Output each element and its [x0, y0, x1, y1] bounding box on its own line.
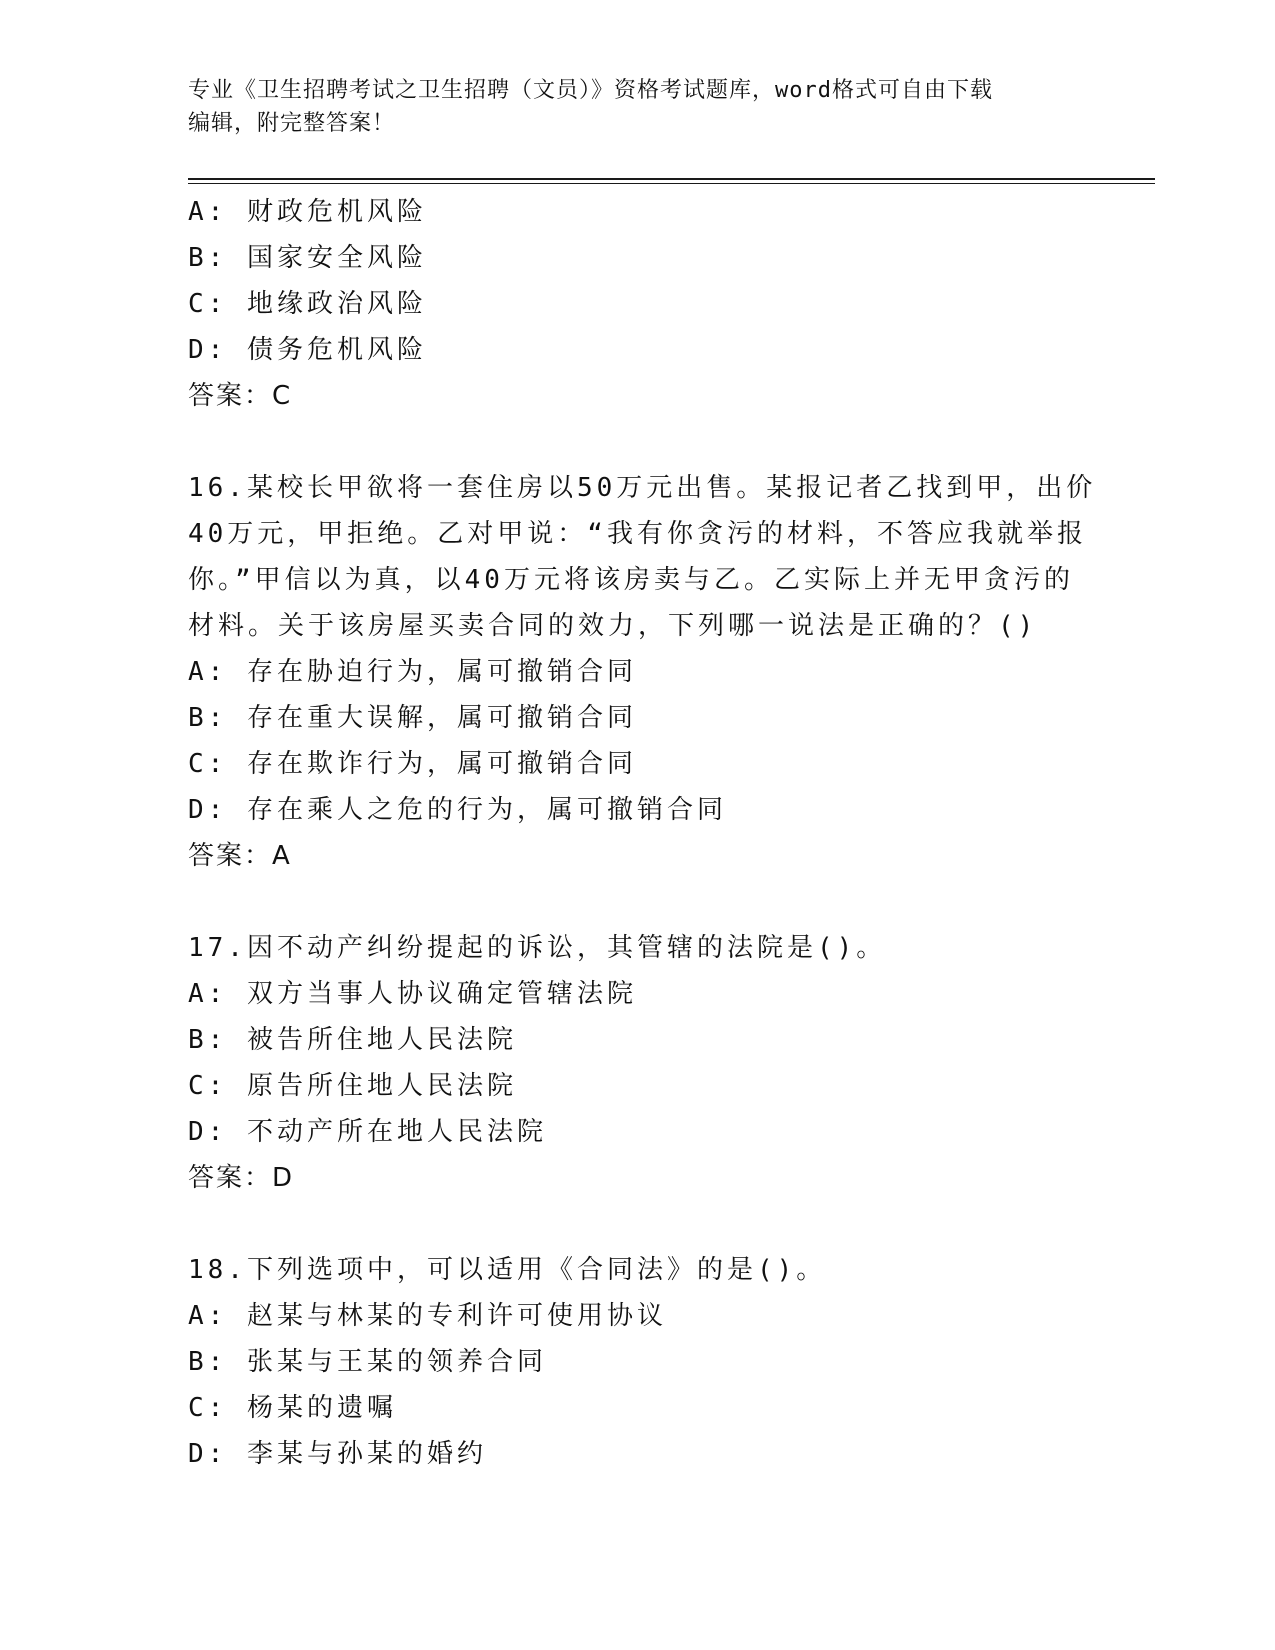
question-15: [188, 189, 1088, 419]
option-a: A: 存在胁迫行为，属可撤销合同: [188, 657, 637, 687]
header-divider-thick: [188, 178, 1155, 180]
option-d: D: 李某与孙某的婚约: [188, 1439, 487, 1469]
spacer: [188, 879, 1088, 925]
stem-line: 你。”甲信以为真，以40万元将该房卖与乙。乙实际上并无甲贪污的: [188, 565, 1074, 595]
question-stem: [188, 465, 1097, 649]
spacer: [188, 1201, 1088, 1247]
option-b: B: 张某与王某的领养合同: [188, 1347, 547, 1377]
option-c: C: 存在欺诈行为，属可撤销合同: [188, 749, 637, 779]
option-b: B: 被告所住地人民法院: [188, 1025, 517, 1055]
question-stem: [188, 1247, 1088, 1293]
option-a: A: 财政危机风险: [188, 197, 427, 227]
answer: 答案：D: [188, 1163, 295, 1193]
stem-line: 16.某校长甲欲将一套住房以50万元出售。某报记者乙找到甲，出价: [188, 473, 1097, 503]
stem-line: 40万元，甲拒绝。乙对甲说：“我有你贪污的材料，不答应我就举报: [188, 519, 1087, 549]
document-header: [188, 74, 1088, 140]
option-c: C: 地缘政治风险: [188, 289, 427, 319]
option-d: D: 不动产所在地人民法院: [188, 1117, 547, 1147]
question-17: [188, 925, 1088, 1201]
header-divider-thin: [188, 183, 1155, 184]
answer: 答案：A: [188, 841, 292, 871]
option-a: A: 双方当事人协议确定管辖法院: [188, 979, 637, 1009]
question-list: [188, 189, 1097, 1477]
answer: 答案：C: [188, 381, 293, 411]
option-d: D: 债务危机风险: [188, 335, 427, 365]
question-stem: [188, 925, 1088, 971]
stem-line: 17.因不动产纠纷提起的诉讼，其管辖的法院是()。: [188, 933, 887, 963]
option-b: B: 国家安全风险: [188, 243, 427, 273]
stem-line: 18.下列选项中，可以适用《合同法》的是()。: [188, 1255, 827, 1285]
stem-line: 材料。关于该房屋买卖合同的效力，下列哪一说法是正确的？(): [188, 611, 1038, 641]
question-16: [188, 465, 1097, 879]
header-line-1: 专业《卫生招聘考试之卫生招聘（文员）》资格考试题库，word格式可自由下载: [188, 78, 993, 103]
option-d: D: 存在乘人之危的行为，属可撤销合同: [188, 795, 727, 825]
header-line-2: 编辑，附完整答案！: [188, 111, 396, 136]
option-a: A: 赵某与林某的专利许可使用协议: [188, 1301, 667, 1331]
option-c: C: 原告所住地人民法院: [188, 1071, 517, 1101]
question-18: [188, 1247, 1088, 1477]
option-b: B: 存在重大误解，属可撤销合同: [188, 703, 637, 733]
option-c: C: 杨某的遗嘱: [188, 1393, 397, 1423]
spacer: [188, 419, 1088, 465]
